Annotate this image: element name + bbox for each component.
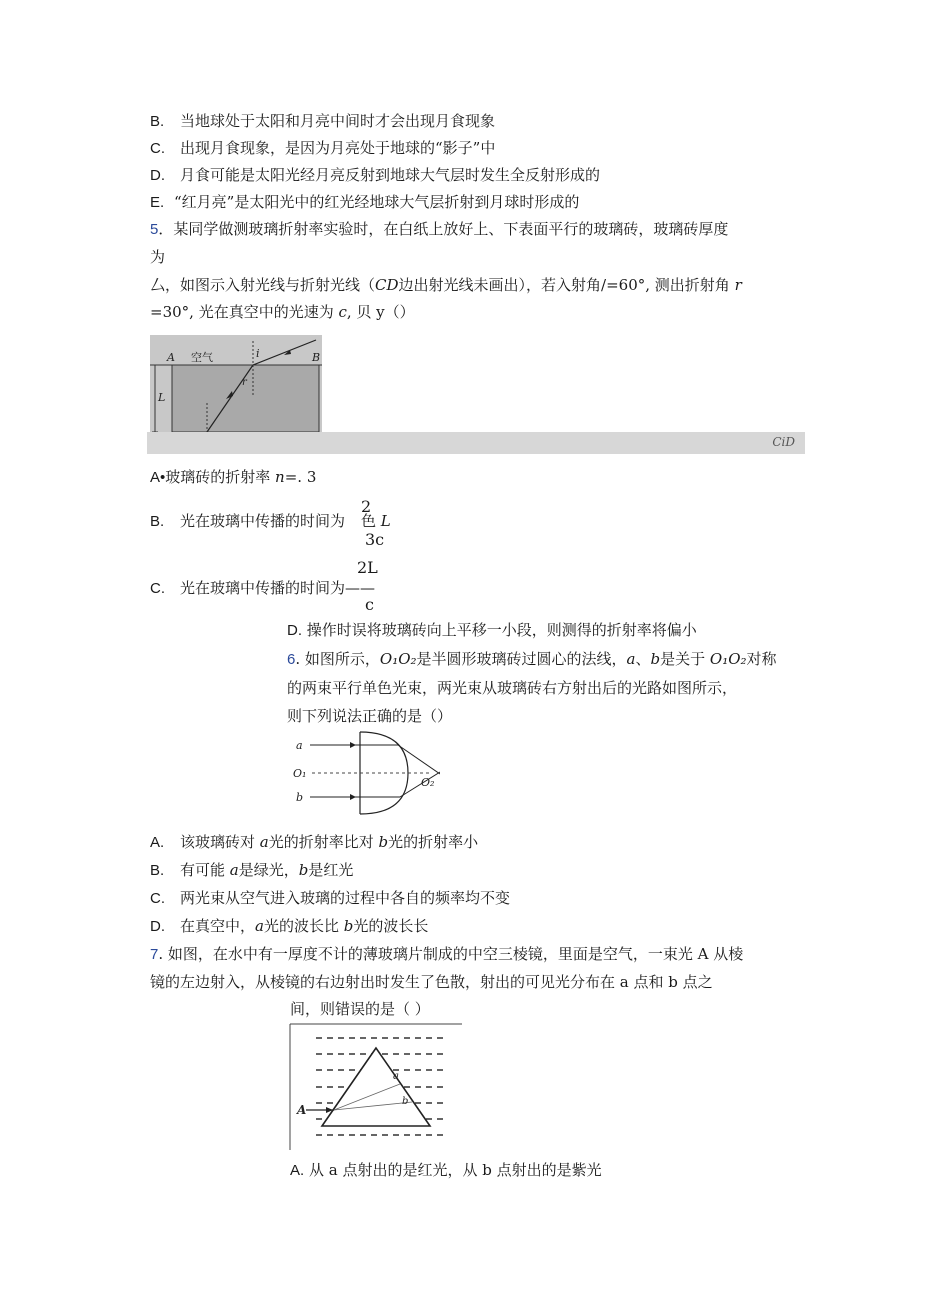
question-number: 5 (150, 221, 159, 238)
option-label: D. (287, 622, 302, 639)
beam-a-label: A (297, 1103, 307, 1117)
option-text: 该玻璃砖对 (180, 833, 260, 851)
beam-b-symbol: b (343, 917, 354, 935)
beam-a-symbol: a (626, 650, 636, 668)
q5-glass-block-figure (150, 335, 322, 435)
option-text: 月食可能是太阳光经月亮反射到地球大气层时发生全反射形成的 (180, 166, 601, 184)
option-tail: 色 (361, 512, 381, 530)
option-label: C. (150, 890, 165, 907)
stem-text: /=60°, 测出折射角 (601, 276, 735, 294)
stem-text: 是关于 (660, 650, 710, 668)
option-text: 光在玻璃中传播的时间为 (180, 512, 346, 530)
stem-text: . 如图，在水中有一厚度不计的薄玻璃片制成的中空三棱镜，里面是空气，一束光 A 从棱 (158, 945, 744, 963)
beam-b-arrow-icon (350, 794, 356, 800)
normal-line-symbol: O₁O₂ (379, 650, 417, 668)
beam-b-symbol: b (650, 650, 661, 668)
option-text: 有可能 (180, 861, 230, 879)
edge-cd-caption: CiD (772, 435, 795, 449)
option-label: A• (150, 469, 166, 486)
q5-option-c (150, 578, 375, 599)
option-text: 操作时误将玻璃砖向上平移一小段，则测得的折射率将偏小 (306, 621, 697, 639)
option-text: 光的折射率小 (388, 833, 479, 851)
beam-a-symbol: a (255, 917, 264, 935)
option-label: D. (150, 918, 165, 935)
option-label: C. (150, 140, 165, 157)
refraction-angle-symbol: r (734, 276, 742, 294)
fraction-numerator: 2L (357, 558, 378, 577)
q6-semicircle-figure (290, 728, 440, 818)
option-text: 光的波长长 (353, 917, 429, 935)
q5-stem-line2 (150, 247, 165, 267)
option-text: 光在玻璃中传播的时间为 (180, 579, 346, 597)
q6-option-a (150, 832, 478, 853)
q4-option-e (150, 192, 579, 213)
question-number: 6 (287, 651, 296, 668)
q6-option-d (150, 916, 428, 937)
stem-text: . 如图所示， (295, 650, 380, 668)
separator: 、 (635, 650, 651, 668)
option-label: B. (150, 513, 165, 530)
point-o2-label: O₂ (421, 776, 435, 789)
stem-text: 是半圆形玻璃砖过圆心的法线， (416, 650, 627, 668)
option-text: 两光束从空气进入玻璃的过程中各自的频率均不变 (180, 889, 511, 907)
q7-stem-line1 (150, 944, 743, 965)
point-b-label: b (402, 1096, 409, 1107)
option-text: 在真空中， (180, 917, 256, 935)
option-label: D. (150, 167, 165, 184)
option-label: B. (150, 862, 165, 879)
stem-text: 边出射光线未画出），若入射角 (398, 276, 602, 294)
beam-a-symbol: a (259, 833, 269, 851)
edge-cd-label: CD (375, 276, 399, 294)
q7-prism-figure (288, 1022, 464, 1152)
stem-text: ．某同学做测玻璃折射率实验时，在白纸上放好上、下表面平行的玻璃砖，玻璃砖厚度 (158, 220, 729, 238)
speed-of-light-symbol: c (338, 303, 347, 321)
q6-option-b (150, 860, 353, 881)
stem-text: 镜的左边射入，从棱镜的右边射出时发生了色散，射出的可见光分布在 a 点和 b 点之 (150, 973, 713, 991)
option-text: 是红光 (308, 861, 354, 879)
thickness-symbol: L (380, 512, 391, 530)
beam-a-label: a (296, 739, 303, 752)
option-text: 当地球处于太阳和月亮中间时才会出现月食现象 (180, 112, 496, 130)
normal-line-symbol: O₁O₂ (709, 650, 747, 668)
beam-b-label: b (296, 791, 304, 804)
fraction-denominator: c (365, 595, 374, 614)
option-text: 玻璃砖的折射率 (165, 468, 276, 486)
fraction-denominator: 3c (365, 530, 385, 549)
point-a-label: a (393, 1071, 399, 1082)
stem-text: 厶，如图示入射光线与折射光线（ (150, 276, 376, 294)
stem-text: 则下列说法正确的是（） (287, 707, 453, 725)
point-b-label: B (312, 351, 321, 364)
q6-stem-line2 (287, 678, 737, 698)
q5-option-d (287, 620, 697, 641)
option-text: 光的折射率比对 (268, 833, 379, 851)
beam-a-symbol: a (229, 861, 239, 879)
thickness-label: L (158, 391, 166, 404)
q5-option-a (150, 467, 316, 488)
q7-stem-line3 (290, 999, 430, 1019)
option-label: A. (150, 834, 165, 851)
q4-option-d (150, 165, 600, 186)
refractive-index-symbol: n (275, 468, 285, 486)
stem-text: 对称 (746, 650, 777, 668)
point-o1-label: O₁ (293, 767, 307, 780)
question-number: 7 (150, 946, 159, 963)
air-label: 空气 (191, 351, 213, 364)
q6-option-c (150, 888, 510, 909)
q7-stem-line2 (150, 972, 713, 992)
fraction-numerator: 2 (361, 497, 372, 516)
beam-b-symbol: b (378, 833, 389, 851)
q4-option-b (150, 111, 495, 132)
q7-option-a (290, 1160, 602, 1181)
q4-option-c (150, 138, 495, 159)
beam-b-symbol: b (298, 861, 309, 879)
option-label: B. (150, 113, 165, 130)
q5-stem-line3 (150, 275, 742, 295)
option-text: 出现月食现象，是因为月亮处于地球的“影子”中 (180, 139, 496, 157)
stem-text: , 贝 y（） (346, 303, 415, 321)
option-value: =. 3 (284, 468, 317, 486)
stem-text: 的两束平行单色光束，两光束从玻璃砖右方射出后的光路如图所示， (287, 679, 738, 697)
q6-stem-line1 (287, 649, 777, 670)
stem-text: =30°, 光在真空中的光速为 (150, 303, 339, 321)
incidence-angle-label: i (256, 347, 260, 360)
option-label: E. (150, 194, 165, 211)
fraction-bar: —— (345, 579, 376, 597)
option-text: 从 a 点射出的是红光，从 b 点射出的是紫光 (308, 1161, 602, 1179)
q6-stem-line3 (287, 706, 452, 726)
option-label: C. (150, 580, 165, 597)
option-label: A. (290, 1162, 305, 1179)
option-text: 光的波长比 (263, 917, 344, 935)
refraction-angle-label: r (242, 377, 247, 388)
option-text: “红月亮”是太阳光中的红光经地球大气层折射到月球时形成的 (174, 193, 580, 211)
beam-a-arrow-icon (350, 742, 356, 748)
q5-stem-line4 (150, 302, 415, 322)
beam-a-out (398, 745, 440, 774)
figure-caption-bar (147, 432, 805, 454)
option-text: 是绿光， (238, 861, 299, 879)
q5-stem-line1 (150, 219, 728, 240)
q5-option-b (150, 511, 391, 532)
stem-text: 为 (150, 248, 166, 266)
point-a-label: A (167, 351, 175, 364)
stem-text: 间，则错误的是（ ） (290, 1000, 430, 1018)
